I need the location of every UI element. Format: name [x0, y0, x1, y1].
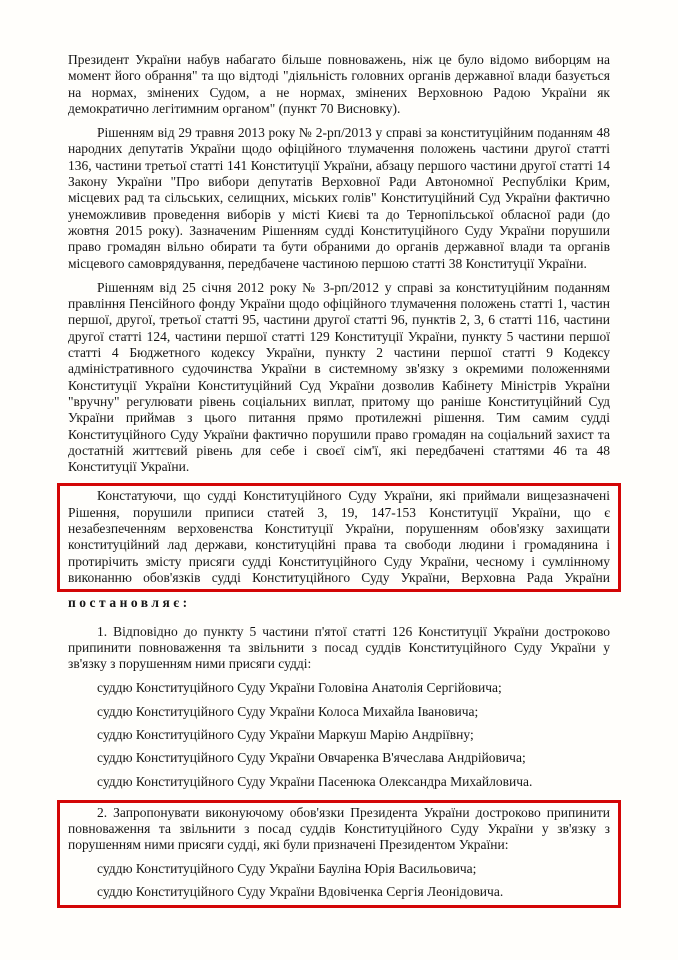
judge-list-item: суддю Конституційного Суду України Колоса Михайла Івановича;: [97, 703, 479, 719]
highlight-box-finding: [57, 483, 621, 592]
judge-list-item: суддю Конституційного Суду України Вдовіченка Сергія Леонідовича.: [97, 884, 504, 900]
judge-list-item: суддю Конституційного Суду України Маркуш Марію Андріївну;: [97, 726, 474, 742]
resolves-word: постановляє:: [68, 595, 191, 611]
paragraph-finding: Констатуючи, що судді Конституційного Суду України, які приймали вищезазначені Рішення, порушили приписи статей 3, 19, 147-153 Конституції України, що є незабезпеченням верховенства Конституції України, порушенням обов'язку захищати конституційний лад держави, конституційні права та свободи людини і громадянина і протирічить змісту присяги судді Конституційного Суду України, чесному і сумлінному виконанню обов'язків судді Конституційного Суду України, Верховна Рада України: [68, 488, 610, 585]
judge-list-item: суддю Конституційного Суду України Головіна Анатолія Сергійовича;: [97, 680, 502, 696]
judge-list-item: суддю Конституційного Суду України Овчаренка В'ячеслава Андрійовича;: [97, 750, 526, 766]
judge-list-item: суддю Конституційного Суду України Пасенюка Олександра Михайловича.: [97, 773, 533, 789]
paragraph-point-1: 1. Відповідно до пункту 5 частини п'ятої статті 126 Конституції України достроково припинити повноваження та звільнити з посад суддів Конституційного Суду України у зв'язку з порушенням ними присяги судді:: [68, 623, 610, 672]
paragraph-ruling-2013: Рішенням від 29 травня 2013 року № 2-рп/2013 у справі за конституційним поданням 48 народних депутатів України щодо офіційного тлумачення положень частини другої статті 136, частини третьої статті 141 Конституції України, абзацу першого частини другої статті 14 Закону України "Про вибори депутатів Верховної Ради Автономної Республіки Крим, місцевих рад та сільських, селищних, міських голів" Конституційний Суд України фактично унеможливив проведення виборів у місті Києві та до Тернопільської обласної ради (до жовтня 2015 року). Зазначеним Рішенням судді Конституційного Суду України порушили право громадян вільно обирати та бути обраними до органів державної влади та органів місцевого самоврядування, передбачене частиною першою статті 38 Конституції України.: [68, 125, 610, 271]
judge-list-item: суддю Конституційного Суду України Бауліна Юрія Васильовича;: [97, 860, 477, 876]
highlight-box-point-2: [57, 800, 621, 908]
paragraph-preamble: Президент України набув набагато більше повноважень, ніж це було відомо виборцям на момент його обрання" та що відтоді "діяльність головних органів державної влади базується на нормах, змінених Судом, а не нормах, змінених Верховною Радою України як демократично легітимним органом" (пункт 70 Висновку).: [68, 52, 610, 116]
paragraph-ruling-2012: Рішенням від 25 січня 2012 року № 3-рп/2012 у справі за конституційним поданням правління Пенсійного фонду України щодо офіційного тлумачення положень статті 1, частин першої, другої, третьої статті 95, частини другої статті 96, пунктів 2, 3, 6 статті 116, частини другої статті 124, частини першої статті 129 Конституції України, пункту 5 частини першої статті 4 Бюджетного кодексу України, пункту 2 частини першої статті 9 Кодексу адміністративного судочинства України в системному зв'язку з окремими положеннями Конституції України Конституційний Суд України дозволив Кабінету Міністрів України "вручну" регулювати рівень соціальних виплат, притому що раніше Конституційний Суд України приймав з цього питання прямо протилежні рішення. Тим самим судді Конституційного Суду України фактично порушили право громадян на соціальний захист та достатній життєвий рівень для себе і своєї сім'ї, які передбачені статтями 46 та 48 Конституції України.: [68, 279, 610, 475]
paragraph-point-2: 2. Запропонувати виконуючому обов'язки Президента України достроково припинити повноваження та звільнити з посад суддів Конституційного Суду України у зв'язку з порушенням ними присяги судді, які були призначені Президентом України:: [68, 804, 610, 853]
